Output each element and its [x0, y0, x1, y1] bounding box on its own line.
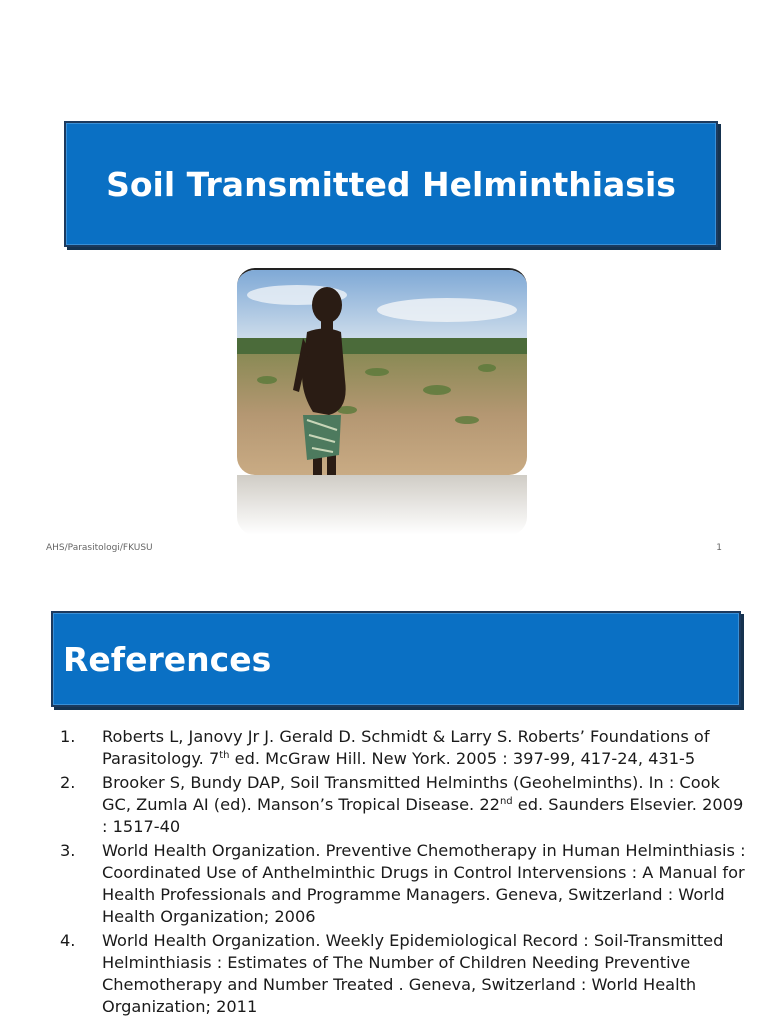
slide-title: References — [51, 611, 741, 707]
reference-number: 4. — [60, 931, 76, 950]
photo-illustration — [237, 270, 527, 475]
reference-text: World Health Organization. Preventive Chemotherapy in Human Helminthiasis : Coordinated Use of Anthelminthic Drugs in Control Intervensions : A Manual for Health Professionals and Programme Managers. Geneva, Switzerland : World Health Organization; 2006 — [102, 841, 746, 926]
reference-item — [60, 930, 750, 1018]
slide-number: 1 — [716, 543, 722, 553]
slide-title: Soil Transmitted Helminthiasis — [64, 121, 718, 247]
reference-text: World Health Organization. Weekly Epidemiological Record : Soil-Transmitted Helminthiasis : Estimates of The Number of Children Needing Preventive Chemotherapy and Number Treated . Geneva, Switzerland : World Health Organization; 2011 — [102, 931, 724, 1016]
reference-item — [60, 726, 750, 770]
reference-superscript: th — [219, 750, 230, 761]
reference-number: 1. — [60, 727, 76, 746]
slide-footer-source: AHS/Parasitologi/FKUSU — [46, 543, 153, 553]
reference-item — [60, 772, 750, 838]
child-photo — [237, 268, 527, 534]
reference-text: Brooker S, Bundy DAP, Soil Transmitted Helminths (Geohelminths). In : Cook GC, Zumla AI (ed). Manson’s Tropical Disease. 22 — [102, 773, 720, 814]
reference-text-cont: ed. McGraw Hill. New York. 2005 : 397-99, 417-24, 431-5 — [229, 749, 696, 768]
reference-text-cont: ed. Saunders Elsevier. 2009 : 1517-40 — [102, 795, 744, 836]
reference-list — [60, 726, 750, 1020]
reference-superscript: nd — [499, 796, 513, 807]
slide-2 — [0, 570, 768, 1024]
photo-frame — [237, 268, 527, 475]
reference-item — [60, 840, 750, 928]
reference-number: 3. — [60, 841, 76, 860]
reference-text: Roberts L, Janovy Jr J. Gerald D. Schmidt & Larry S. Roberts’ Foundations of Parasitology. 7 — [102, 727, 710, 768]
reference-number: 2. — [60, 773, 76, 792]
photo-reflection — [237, 475, 527, 535]
